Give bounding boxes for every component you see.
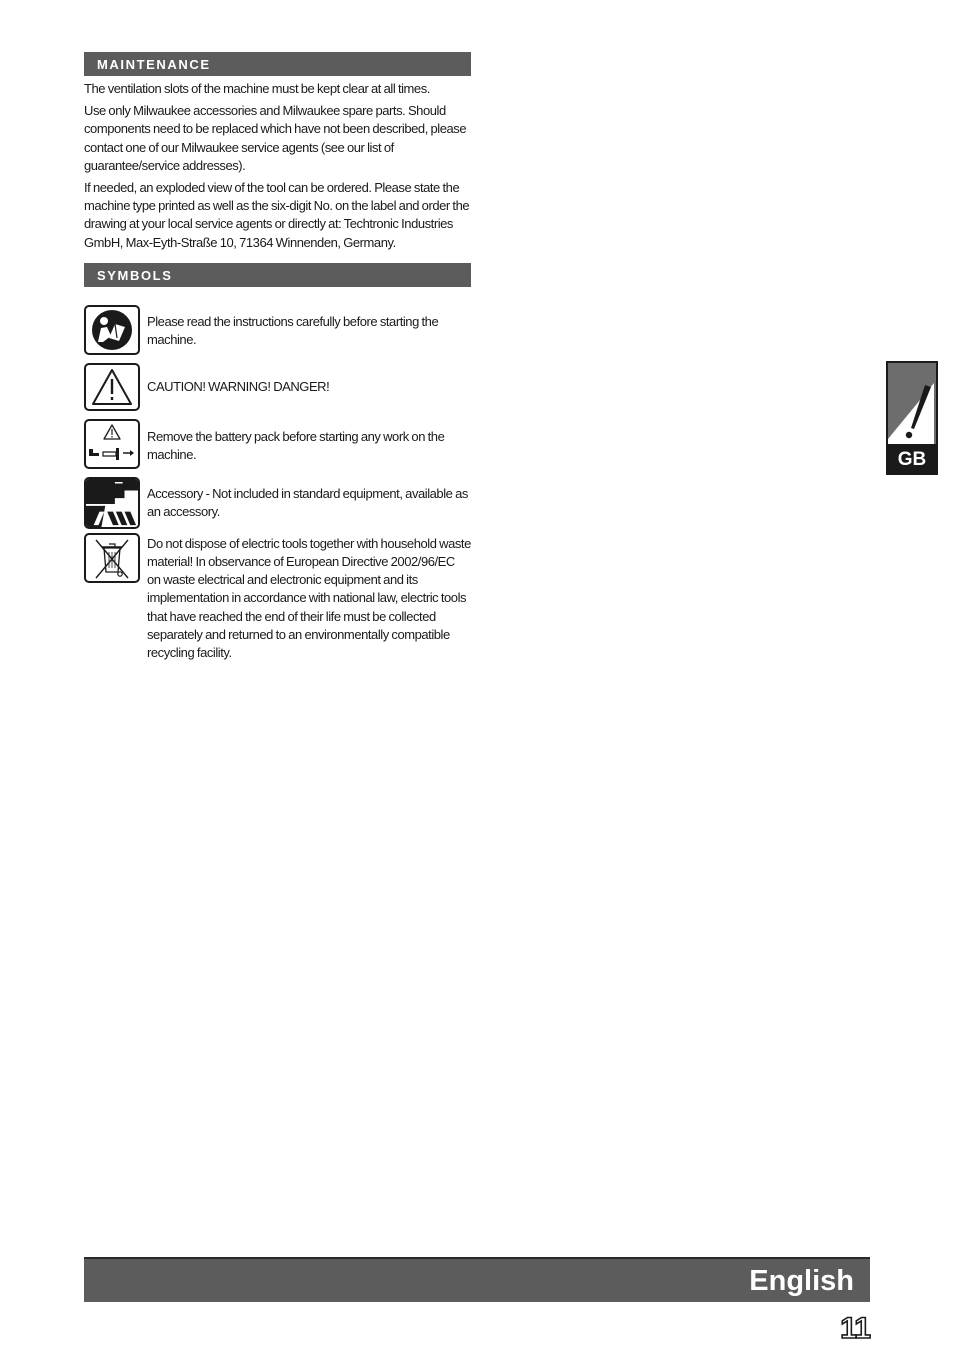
language-side-tab <box>886 361 938 475</box>
symbol-text-remove-battery: Remove the battery pack before starting any work on the machine. <box>147 428 445 463</box>
crossed-bin-icon <box>84 533 140 583</box>
symbol-row-remove-battery <box>84 419 471 469</box>
symbol-row-disposal <box>84 533 471 662</box>
warning-triangle-icon <box>84 363 140 411</box>
maintenance-paragraph-3: If needed, an exploded view of the tool can be ordered. Please state the machine type printed as well as the six-digit No. on the label and order the drawing at your local service agents or directly at: Techtronic Industries GmbH, Max-Eyth-Straße 10, 71364 Winnenden, Germany. <box>84 180 470 250</box>
symbol-text-disposal: Do not dispose of electric tools together with household waste material! In observance of European Directive 2002/96/EC on waste electrical and electronic equipment and its implementation in accordance with national law, electric tools that have reached the end of their life must be collected separately and returned to an environmentally compatible recycling facility. <box>147 535 471 661</box>
symbol-row-read-manual <box>84 305 471 355</box>
symbol-text-accessory: Accessory - Not included in standard equipment, available as an accessory. <box>147 485 468 520</box>
content-column <box>84 52 471 662</box>
symbol-text-read-manual: Please read the instructions carefully before starting the machine. <box>147 313 439 348</box>
language-code: GB <box>897 449 927 470</box>
read-manual-icon <box>84 305 140 355</box>
maintenance-paragraph-1: The ventilation slots of the machine must be kept clear at all times. <box>84 81 430 96</box>
maintenance-heading: MAINTENANCE <box>84 52 471 76</box>
symbol-row-warning <box>84 363 471 411</box>
warning-exclamation-icon <box>888 363 936 444</box>
footer-language-bar <box>84 1257 870 1302</box>
remove-battery-icon <box>84 419 140 469</box>
maintenance-paragraph-2: Use only Milwaukee accessories and Milwaukee spare parts. Should components need to be replaced which have not been described, please contact one of our Milwaukee service agents (see our list of guarantee/service addresses). <box>84 103 467 173</box>
symbol-row-accessory <box>84 477 471 529</box>
page-number: 11 <box>840 1312 870 1345</box>
footer-language-label: English <box>749 1265 854 1297</box>
symbol-text-warning: CAUTION! WARNING! DANGER! <box>147 378 330 394</box>
symbols-heading: SYMBOLS <box>84 263 471 287</box>
accessory-icon <box>84 477 140 529</box>
